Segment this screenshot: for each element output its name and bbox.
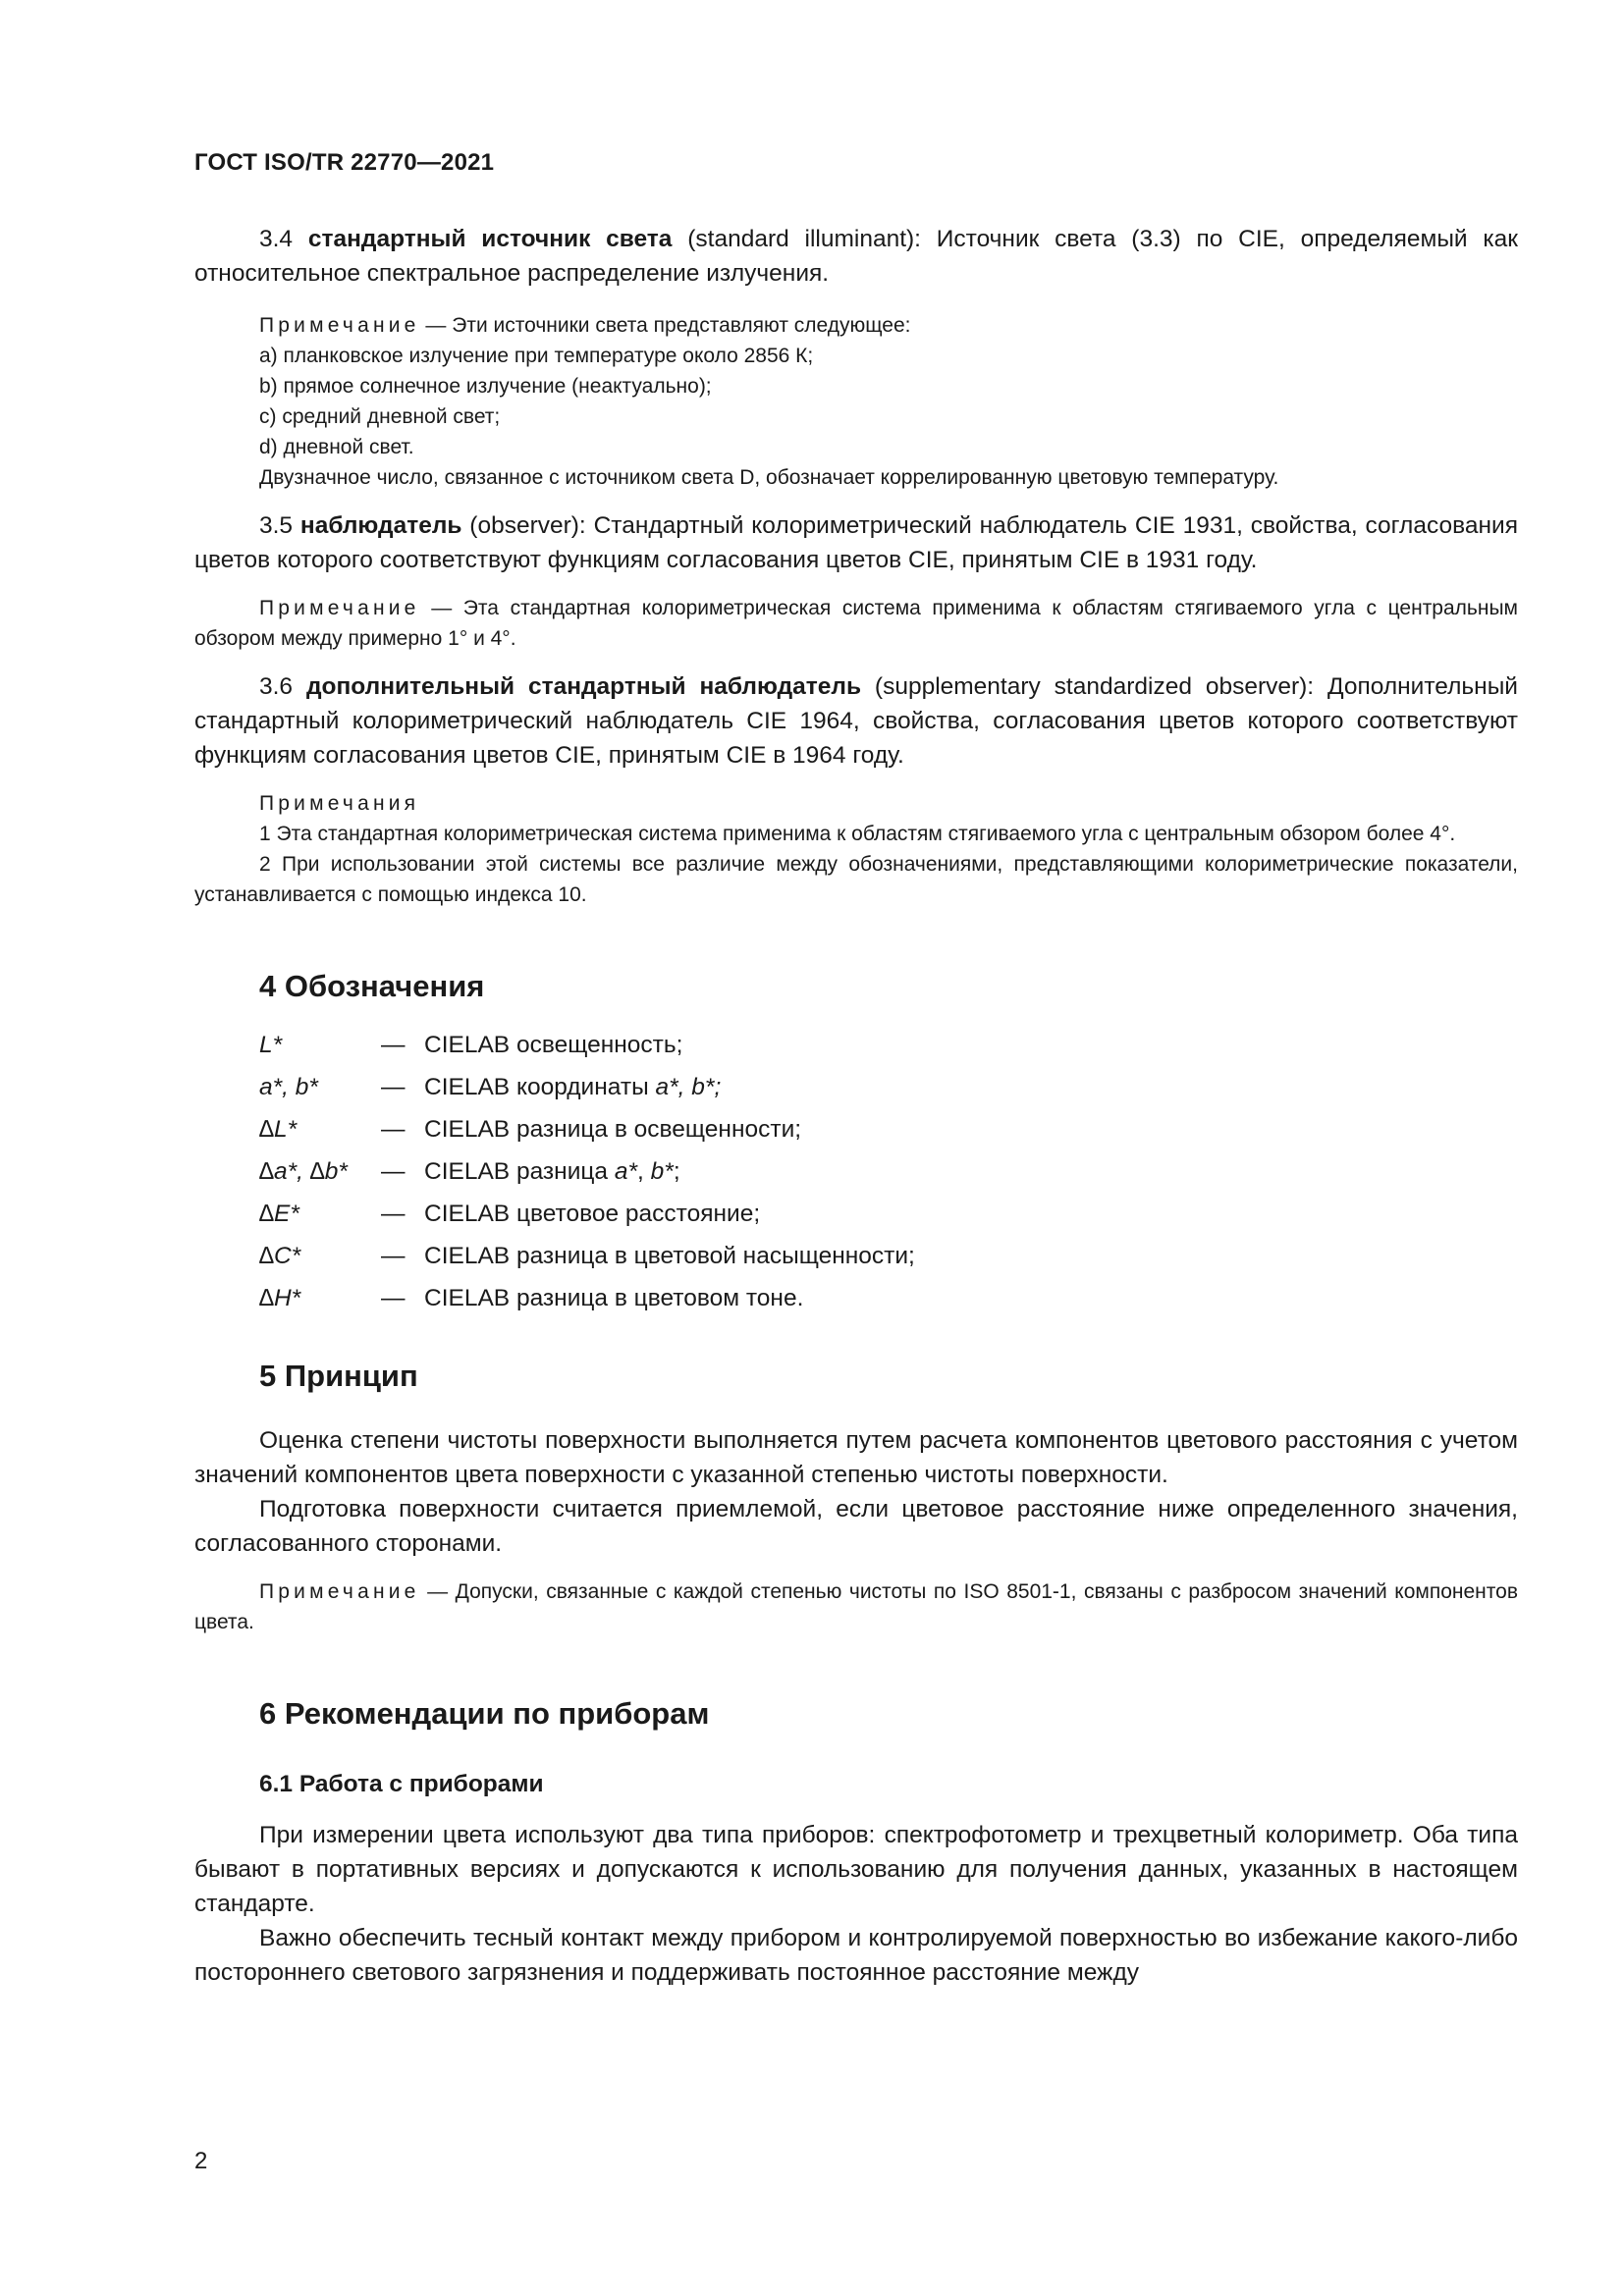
symbol-dash: —	[381, 1074, 406, 1100]
note-3-5	[194, 593, 1518, 654]
term-number: 3.4	[259, 226, 294, 252]
list-item: a) планковское излучение при температуре около 2856 К;	[259, 345, 814, 367]
symbol-description: CIELAB разница в цветовой насыщенности;	[424, 1243, 915, 1269]
document-header: ГОСТ ISO/TR 22770—2021	[194, 149, 495, 176]
note-3-4	[194, 310, 1518, 493]
term-name: дополнительный стандартный наблюдатель	[305, 673, 862, 700]
symbol: ∆L*	[259, 1116, 298, 1143]
term-name: стандартный источник света	[307, 226, 673, 252]
symbol-description: CIELAB разница a*, b*;	[424, 1158, 680, 1185]
symbol-description: CIELAB координаты a*, b*;	[424, 1074, 722, 1100]
term-definition: (standard illuminant): Источник света (3.3) по CIE, определяемый как относительное спектральное распределение излучения.	[194, 226, 1518, 287]
symbol: a*, b*	[259, 1074, 318, 1100]
symbol-row	[259, 1150, 1518, 1193]
note-5	[194, 1576, 1518, 1637]
page-content	[194, 222, 1518, 1990]
symbol-row	[259, 1193, 1518, 1235]
section-6-title: 6 Рекомендации по приборам	[259, 1696, 710, 1731]
symbol-dash: —	[381, 1158, 406, 1185]
symbol-dash: —	[381, 1116, 406, 1143]
list-item: d) дневной свет.	[259, 436, 414, 458]
note-label: Примечание	[259, 597, 420, 619]
symbol: ∆H*	[259, 1285, 301, 1311]
symbol-row	[259, 1066, 1518, 1108]
term-3-5	[194, 508, 1518, 577]
term-3-4	[194, 222, 1518, 291]
note-label: Примечание	[259, 1580, 420, 1603]
page-number: 2	[194, 2148, 208, 2174]
paragraph: При измерении цвета используют два типа приборов: спектрофотометр и трехцветный колориметр. Оба типа бывают в портативных версиях и допускаются к использованию для получения данных, указанных в настоящем стандарте.	[194, 1822, 1518, 1917]
term-number: 3.6	[259, 673, 294, 700]
symbol-row	[259, 1277, 1518, 1319]
symbol: L*	[259, 1032, 283, 1058]
paragraph: Важно обеспечить тесный контакт между прибором и контролируемой поверхностью во избежание какого-либо постороннего светового загрязнения и поддерживать постоянное расстояние между	[194, 1925, 1518, 1986]
section-5-title: 5 Принцип	[259, 1359, 418, 1393]
symbol-dash: —	[381, 1285, 406, 1311]
symbol-dash: —	[381, 1201, 406, 1227]
term-name: наблюдатель	[299, 512, 462, 539]
list-item: b) прямое солнечное излучение (неактуально);	[259, 375, 712, 398]
note-2: 2 При использовании этой системы все различие между обозначениями, представляющими колориметрические показатели, устанавливается с помощью индекса 10.	[194, 853, 1518, 906]
symbol-row	[259, 1235, 1518, 1277]
symbols-table	[194, 1024, 1518, 1319]
notes-3-6	[194, 788, 1518, 910]
notes-label: Примечания	[259, 792, 420, 815]
symbol: ∆E*	[259, 1201, 299, 1227]
symbol: ∆C*	[259, 1243, 301, 1269]
paragraph: Оценка степени чистоты поверхности выполняется путем расчета компонентов цветового расстояния с учетом значений компонентов цвета поверхности с указанной степенью чистоты поверхности.	[194, 1427, 1518, 1488]
note-tail: Двузначное число, связанное с источником света D, обозначает коррелированную цветовую температуру.	[259, 466, 1279, 489]
term-definition: (supplementary standardized observer): Дополнительный стандартный колориметрический наблюдатель CIE 1964, свойства, согласования цветов которого соответствуют функциям согласования цветов CIE, принятым CIE в 1964 году.	[194, 673, 1518, 769]
paragraph: Подготовка поверхности считается приемлемой, если цветовое расстояние ниже определенного значения, согласованного сторонами.	[194, 1496, 1518, 1557]
term-definition: (observer): Стандартный колориметрический наблюдатель CIE 1931, свойства, согласования цветов которого соответствуют функциям согласования цветов CIE, принятым CIE в 1931 году.	[194, 512, 1518, 573]
term-number: 3.5	[259, 512, 294, 539]
note-text: — Допуски, связанные с каждой степенью чистоты по ISO 8501-1, связаны с разбросом значений компонентов цвета.	[194, 1580, 1518, 1633]
symbol-row	[259, 1108, 1518, 1150]
symbol-description: CIELAB разница в освещенности;	[424, 1116, 802, 1143]
symbol-description: CIELAB освещенность;	[424, 1032, 683, 1058]
section-4-title: 4 Обозначения	[259, 969, 485, 1003]
note-1: 1 Эта стандартная колориметрическая система применима к областям стягиваемого угла с центральным обзором более 4°.	[259, 823, 1456, 845]
list-item: c) средний дневной свет;	[259, 405, 501, 428]
note-label: Примечание	[259, 314, 420, 337]
symbol-description: CIELAB разница в цветовом тоне.	[424, 1285, 804, 1311]
subsection-6-1-title: 6.1 Работа с приборами	[259, 1771, 544, 1797]
symbol-dash: —	[381, 1032, 406, 1058]
symbol-dash: —	[381, 1243, 406, 1269]
symbol-description: CIELAB цветовое расстояние;	[424, 1201, 761, 1227]
symbol: ∆a*, ∆b*	[259, 1158, 348, 1185]
term-3-6	[194, 669, 1518, 773]
note-text: — Эта стандартная колориметрическая система применима к областям стягиваемого угла с центральным обзором между примерно 1° и 4°.	[194, 597, 1518, 650]
symbol-row	[259, 1024, 1518, 1066]
note-text: — Эти источники света представляют следующее:	[425, 314, 911, 337]
